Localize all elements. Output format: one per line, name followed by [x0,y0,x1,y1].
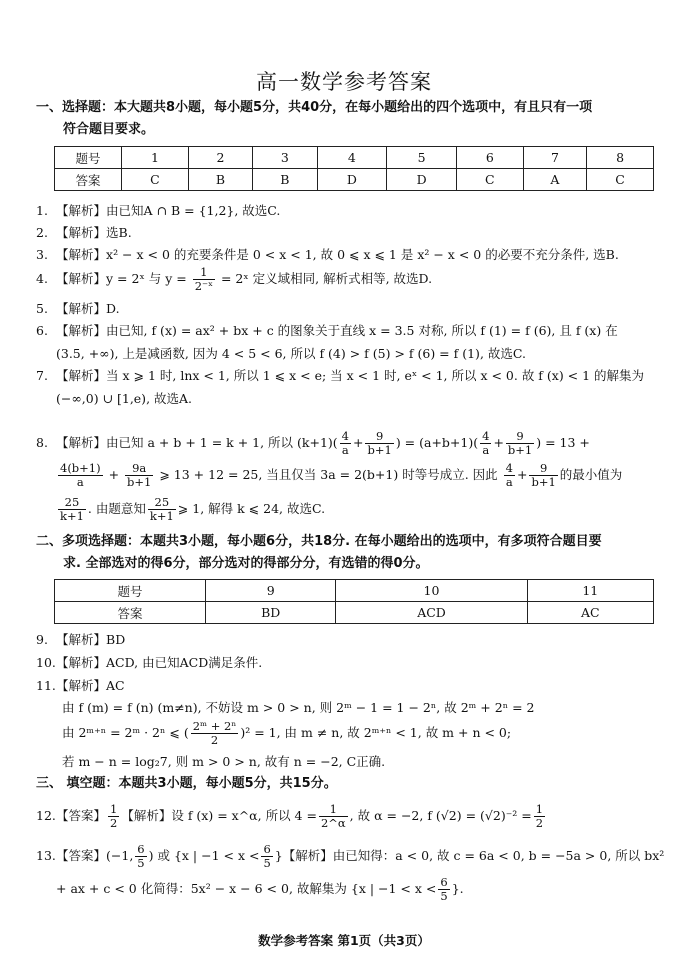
table-cell: B [253,169,317,191]
answer-table-1 [54,146,654,191]
solution-q4: 4. 【解析】y = 2ˣ 与 y = $\frac{1}{\text{2⁻ˣ}}$ = 2ˣ 定义域相同, 解析式相等, 故选D. [36,265,433,293]
table-cell: D [317,169,387,191]
solution-q5: 5. 【解析】D. [36,301,120,316]
table-cell: D [387,169,457,191]
solution-q11-line2: 由 2ᵐ⁺ⁿ = 2ᵐ · 2ⁿ ⩽ ( $\frac{\text{2ᵐ + 2ⁿ}}{2}$ )² = 1, 由 m ≠ n, 故 2ᵐ⁺ⁿ < 1, 故 m + n < 0; [62,719,512,747]
table-cell: A [523,169,586,191]
solution-q13-line2: + ax + c < 0 化简得：5x² − x − 6 < 0, 故解集为 {x | −1 < x < $\frac{6}{5}$ }. [56,875,464,903]
answer-table-2 [54,579,654,624]
solution-q13: 13.【答案】(−1, $\frac{6}{5}$ ) 或 {x | −1 < x < $\frac{6}{5}$ }【解析】由已知得：a < 0, 故 c = 6a < 0, b = −5a > 0, 所以 bx² [36,842,665,870]
table-cell: C [122,169,189,191]
section-2-heading [36,531,664,575]
page-footer: 数学参考答案 第1页（共3页） [258,933,430,948]
table-cell: 4 [317,147,387,169]
table-cell: ACD [336,602,527,624]
table-header-label: 题号 [55,147,122,169]
solution-q9: 9. 【解析】BD [36,632,126,647]
table-cell: C [456,169,523,191]
section-1-heading-line2: 符合题目要求。 [63,122,155,137]
table-cell: 2 [188,147,252,169]
solution-q7: 7. 【解析】当 x ⩾ 1 时, lnx < 1, 所以 1 ⩽ x < e; 当 x < 1 时, eˣ < 1, 所以 x < 0. 故 f (x) < 1 的解集为 (−∞,0) ∪ [1,e), 故选A. [36,368,645,406]
solution-q11-line3: 若 m − n = log₂7, 则 m > 0 > n, 故有 n = −2, C正确. [62,754,386,769]
solution-q11: 11.【解析】AC [36,678,125,693]
table-cell: 9 [206,580,336,602]
table-row [55,169,654,191]
table-cell: C [587,169,654,191]
page-title: 高一数学参考答案 [256,70,432,94]
solution-q1: 1. 【解析】由已知A ∩ B = {1,2}, 故选C. [36,203,281,218]
table-cell: 6 [456,147,523,169]
solution-q3: 3. 【解析】x² − x < 0 的充要条件是 0 < x < 1, 故 0 ⩽ x ⩽ 1 是 x² − x < 0 的必要不充分条件, 选B. [36,247,619,262]
fraction: $\frac{1}{\text{2⁻ˣ}}$ [194,265,213,293]
section-1-heading [36,97,664,141]
section-1-heading-line1: 一、选择题：本大题共8小题，每小题5分，共40分，在每小题给出的四个选项中，有且只有一项 [36,100,593,115]
table-cell: 1 [122,147,189,169]
table-row [55,147,654,169]
table-cell: 11 [527,580,653,602]
table-cell: 3 [253,147,317,169]
table-cell: BD [206,602,336,624]
solution-q12: 12.【答案】 $\frac{1}{2}$ 【解析】设 f (x) = x^α, 所以 4 = $\frac{1}{2\^{}\alpha}$ , 故 α = −2, f (√2) = (√2)⁻² = $\frac{1}{2}$ [36,802,544,830]
table-header-label: 题号 [55,580,206,602]
solution-q10: 10.【解析】ACD, 由已知ACD满足条件. [36,655,263,670]
solution-q11-line1: 由 f (m) = f (n) (m≠n), 不妨设 m > 0 > n, 则 2ᵐ − 1 = 1 − 2ⁿ, 故 2ᵐ + 2ⁿ = 2 [62,700,535,715]
table-cell: 5 [387,147,457,169]
table-cell: B [188,169,252,191]
table-row [55,602,654,624]
table-cell: 8 [587,147,654,169]
section-2-heading-line2: 求. 全部选对的得6分，部分选对的得部分分，有选错的得0分。 [63,556,429,571]
section-2-heading-line1: 二、多项选择题：本题共3小题，每小题6分，共18分. 在每小题给出的选项中，有多项符合题目要 [36,534,602,549]
table-answer-label: 答案 [55,169,122,191]
solution-q2: 2. 【解析】选B. [36,225,132,240]
table-cell: 10 [336,580,527,602]
table-row [55,580,654,602]
solution-q6: 6. 【解析】由已知, f (x) = ax² + bx + c 的图象关于直线 x = 3.5 对称, 所以 f (1) = f (6), 且 f (x) 在 (3.5, +∞), 上是减函数, 因为 4 < 5 < 6, 所以 f (4) > f (5) > f (6) = f (1), 故选C. [36,323,618,361]
table-answer-label: 答案 [55,602,206,624]
solution-q8: 8. 【解析】由已知 a + b + 1 = k + 1, 所以 (k+1)( $\frac{4}{a}$ + $\frac{9}{b+1}$ ) = (a+b+1)( $\frac{4}{a}$ + $\frac{9}{b+1}$ ) = 13 + $\frac{4(b+1)}{a}$ + $\frac{9a}{b+1}$ ⩾ 13 + 12 = 25, 当且仅当 3a = 2(b+1) 时等号成立. 因此 $\frac{4}{a}$ + $\frac{9}{b+1}$ 的最小值为 $\frac{25}{k+1}$ . 由题意知 $\frac{25}{k+1}$ ⩾ 1, 解得 k ⩽ 24, 故选C. [36,429,623,523]
section-3-heading: 三、 填空题：本题共3小题，每小题5分，共15分。 [36,776,337,791]
table-cell: 7 [523,147,586,169]
table-cell: AC [527,602,653,624]
